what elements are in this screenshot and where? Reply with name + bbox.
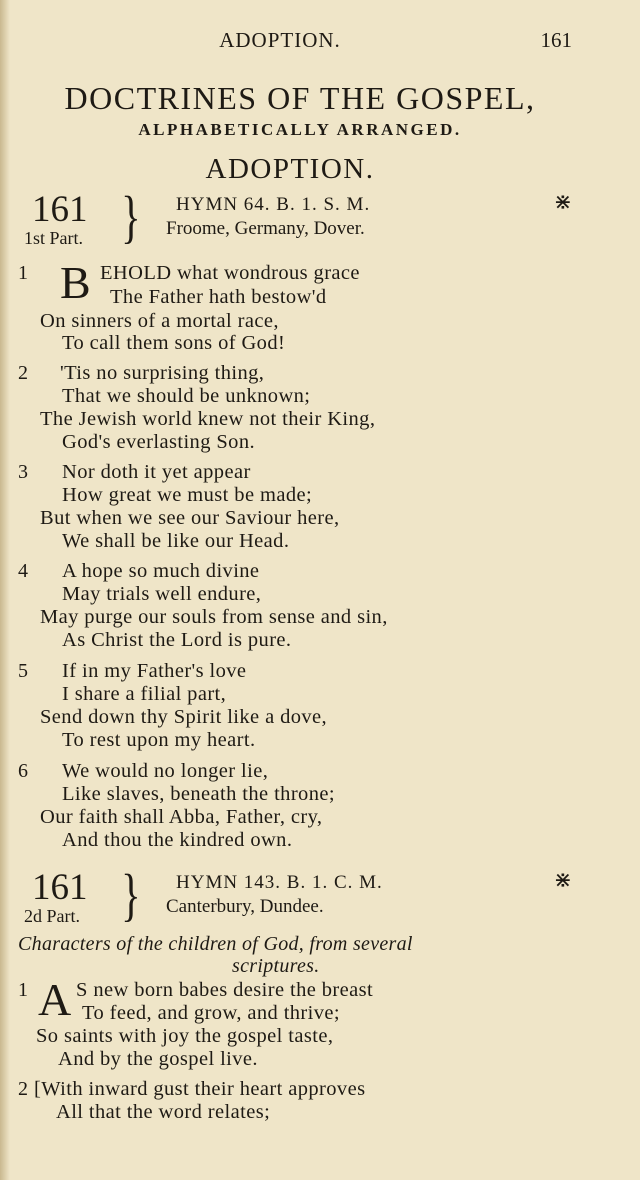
stanza-number: 6 [18,760,28,782]
verse-line: To call them sons of God! [62,332,286,354]
stanza-number: 1 [18,262,28,284]
brace-glyph: } [121,184,141,249]
hymn-meta: HYMN 64. B. 1. S. M. [176,194,371,215]
verse-line: The Jewish world knew not their King, [40,408,376,430]
verse-line: Our faith shall Abba, Father, cry, [40,806,323,828]
hymn-part: 1st Part. [24,228,84,248]
hymn-caption: Characters of the children of God, from several [18,933,413,955]
hymn-number: 161 [32,189,88,230]
page-number: 161 [540,28,572,52]
stanza-number: 2 [18,1078,28,1100]
hymn-meta: HYMN 143. B. 1. C. M. [176,872,383,893]
verse-line: And thou the kindred own. [62,829,293,851]
hymn-part: 2d Part. [24,906,80,926]
hymn-header-1 [0,184,640,254]
ornament-icon: ⋇ [553,190,572,215]
verse-line: To feed, and grow, and thrive; [82,1002,340,1024]
verse-line: We would no longer lie, [62,760,269,782]
verse-line: To rest upon my heart. [62,729,256,751]
verse-line: I share a filial part, [62,683,227,705]
running-head [0,28,640,54]
verse-line: But when we see our Saviour here, [40,507,340,529]
verse-line: So saints with joy the gospel taste, [36,1025,334,1047]
section-title: ADOPTION. [205,153,375,185]
verse-line: A hope so much divine [62,560,260,582]
verse-line: Send down thy Spirit like a dove, [40,706,328,728]
verse-line: We shall be like our Head. [62,530,290,552]
verse-line: [With inward gust their heart approves [34,1078,366,1100]
stanza-number: 4 [18,560,28,582]
hymn-tunes: Froome, Germany, Dover. [166,218,365,239]
drop-cap: A [38,974,72,1025]
verse-line: On sinners of a mortal race, [40,310,279,332]
verse-line: All that the word relates; [56,1101,271,1123]
verse-line: Like slaves, beneath the throne; [62,783,335,805]
verse-line: If in my Father's love [62,660,247,682]
verse-line: May trials well endure, [62,583,262,605]
hymn-number: 161 [32,867,88,908]
verse-line: The Father hath bestow'd [110,286,327,308]
ornament-icon: ⋇ [553,868,572,893]
stanza-number: 3 [18,461,28,483]
sub-title: ALPHABETICALLY ARRANGED. [138,120,462,139]
verse-line: How great we must be made; [62,484,313,506]
verse-line: And by the gospel live. [58,1048,258,1070]
verse-line: That we should be unknown; [62,385,311,407]
verse-line: 'Tis no surprising thing, [60,362,265,384]
verse-line: Nor doth it yet appear [62,461,251,483]
drop-cap: B [60,257,91,308]
verse-line: S new born babes desire the breast [76,979,374,1001]
verse-line: EHOLD what wondrous grace [100,262,360,284]
brace-glyph: } [121,862,141,927]
hymn-caption-continued: scriptures. [232,955,320,977]
verse-line: May purge our souls from sense and sin, [40,606,388,628]
stanza-number: 5 [18,660,28,682]
verse-line: God's everlasting Son. [62,431,255,453]
hymn-tunes: Canterbury, Dundee. [166,896,324,917]
stanza-number: 1 [18,979,28,1001]
hymn-header-2 [0,862,640,932]
verse-line: As Christ the Lord is pure. [62,629,292,651]
main-title: DOCTRINES OF THE GOSPEL, [64,80,536,116]
running-head-title: ADOPTION. [219,28,341,52]
stanza-number: 2 [18,362,28,384]
